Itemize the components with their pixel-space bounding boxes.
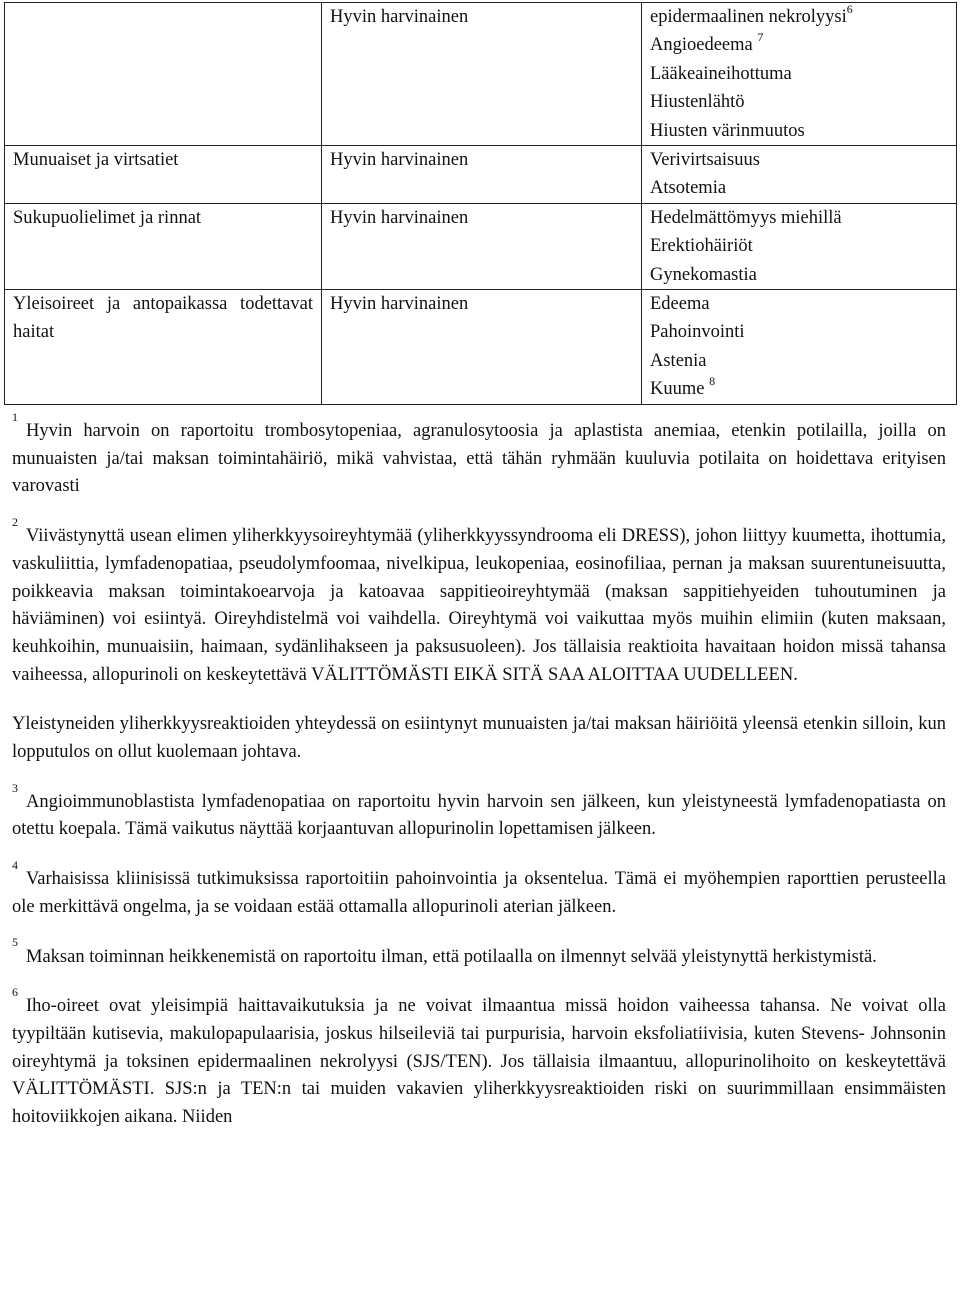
table-row [5, 203, 957, 289]
effect-item: Astenia [650, 350, 707, 371]
footnote-number: 2 [12, 514, 18, 529]
footnote-number: 6 [12, 985, 18, 1000]
frequency-cell: Hyvin harvinainen [322, 203, 642, 289]
effects-cell [642, 290, 957, 405]
effect-item: Hiusten värinmuutos [650, 120, 805, 141]
frequency-cell: Hyvin harvinainen [322, 290, 642, 405]
effects-cell [642, 3, 957, 146]
organ-class-cell: Yleisoireet ja antopaikassa todettavat haitat [5, 290, 322, 405]
footnote-5: $^5$Maksan toiminnan heikkenemistä on raportoitu ilman, että potilaalla on ilmennyt selvää yleistynyttä herkistymistä. [12, 935, 877, 967]
effect-item: Gynekomastia [650, 264, 757, 285]
effect-item: Hiustenlähtö [650, 92, 745, 113]
footnotes [12, 409, 946, 1132]
effects-cell [642, 203, 957, 289]
footnote-2: $^2$Viivästynyttä usean elimen yliherkkyysoireyhtymää (yliherkkyyssyndrooma eli DRESS), johon liittyy kuumetta, ihottumia, vaskuliittia, lymfadenopatiaa, pseudolymfoomaa, nivelkipua, leukopeniaa, eosinofiliaa, pernan ja maksan suurentuneisuutta, poikkeavia maksan toimintakoearvoja ja katoavaa sappitieoireyhtymää (maksan sappitiehyeiden tuhoutuminen ja häviäminen) voi esiintyä. Oireyhdistelmä voi vaihdella. Oireyhtymä voi vaikuttaa myös muihin elimiin (kuten maksaan, keuhkoihin, munuaisiin, haimaan, sydänlihakseen ja paksusuoleen). Jos tällaisia reaktioita havaitaan hoidon missä tahansa vaiheessa, allopurinoli on keskeytettävä VÄLITTÖMÄSTI EIKÄ SITÄ SAA ALOITTAA UUDELLEEN. [12, 514, 946, 685]
effect-item: Edeema [650, 294, 710, 315]
effect-item: Pahoinvointi [650, 322, 745, 343]
frequency-cell: Hyvin harvinainen [322, 146, 642, 204]
frequency-cell: Hyvin harvinainen [322, 3, 642, 146]
effect-item: Verivirtsaisuus [650, 150, 760, 171]
footnote-ref: 8 [709, 374, 716, 389]
table-row [5, 3, 957, 146]
effect-item: Hedelmättömyys miehillä [650, 207, 842, 228]
footnote-ref: 7 [757, 30, 764, 45]
effect-item: Kuume $^8$ [650, 374, 716, 400]
footnote-1: $^1$Hyvin harvoin on raportoitu trombosytopeniaa, agranulosytoosia ja aplastista anemiaa, etenkin potilailla, joilla on munuaisten ja/tai maksan toimintahäiriö, mikä vahvistaa, että tähän ryhmään kuuluvia potilaita on hoidettava erityisen varovasti [12, 409, 946, 497]
effect-item: Lääkeaineihottuma [650, 63, 792, 84]
footnote-2-paragraph-2: Yleistyneiden yliherkkyysreaktioiden yhteydessä on esiintynyt munuaisten ja/tai maksan häiriöitä yleensä etenkin silloin, kun lopputulos on ollut kuolemaan johtava. [12, 714, 946, 763]
organ-class-cell: Sukupuolielimet ja rinnat [5, 203, 322, 289]
effect-item: epidermaalinen nekrolyysi$^6$ [650, 1, 853, 27]
footnote-number: 5 [12, 935, 18, 950]
table-row [5, 290, 957, 405]
footnote-number: 4 [12, 857, 18, 872]
footnote-4: $^4$Varhaisissa kliinisissä tutkimuksissa raportoitiin pahoinvointia ja oksentelua. Tämä ei myöhempien raporttien perusteella ole merkittävä ongelma, ja se voidaan estää ottamalla allopurinoli aterian jälkeen. [12, 857, 946, 917]
footnote-number: 1 [12, 409, 18, 424]
organ-class-cell: Munuaiset ja virtsatiet [5, 146, 322, 204]
footnote-6: $^6$Iho-oireet ovat yleisimpiä haittavaikutuksia ja ne voivat ilmaantua missä hoidon vaiheessa tahansa. Ne voivat olla tyypiltään kutisevia, makulopapulaarisia, joskus hilseileviä tai purpurisia, harvoin eksfoliatiivisia, kuten Stevens- Johnsonin oireyhtymä ja toksinen epidermaalinen nekrolyysi (SJS/TEN). Jos tällaisia ilmaantuu, allopurinolihoito on keskeytettävä VÄLITTÖMÄSTI. SJS:n ja TEN:n tai muiden vakavien yliherkkyysreaktioiden riski on suurimmillaan ensimmäisten hoitoviikkojen aikana. Niiden [12, 985, 946, 1128]
footnote-ref: 6 [846, 1, 853, 16]
effect-item: Erektiohäiriöt [650, 236, 753, 257]
organ-class-cell [5, 3, 322, 146]
footnote-number: 3 [12, 780, 18, 795]
adverse-effects-table [4, 2, 957, 405]
effect-item: Angioedeema $^7$ [650, 30, 764, 56]
footnote-3: $^3$Angioimmunoblastista lymfadenopatiaa on raportoitu hyvin harvoin sen jälkeen, kun yleistyneestä lymfadenopatiasta on otettu koepala. Tämä vaikutus näyttää korjaantuvan allopurinolin lopettamisen jälkeen. [12, 780, 946, 840]
effect-item: Atsotemia [650, 178, 727, 199]
effects-cell [642, 146, 957, 204]
table-row [5, 146, 957, 204]
